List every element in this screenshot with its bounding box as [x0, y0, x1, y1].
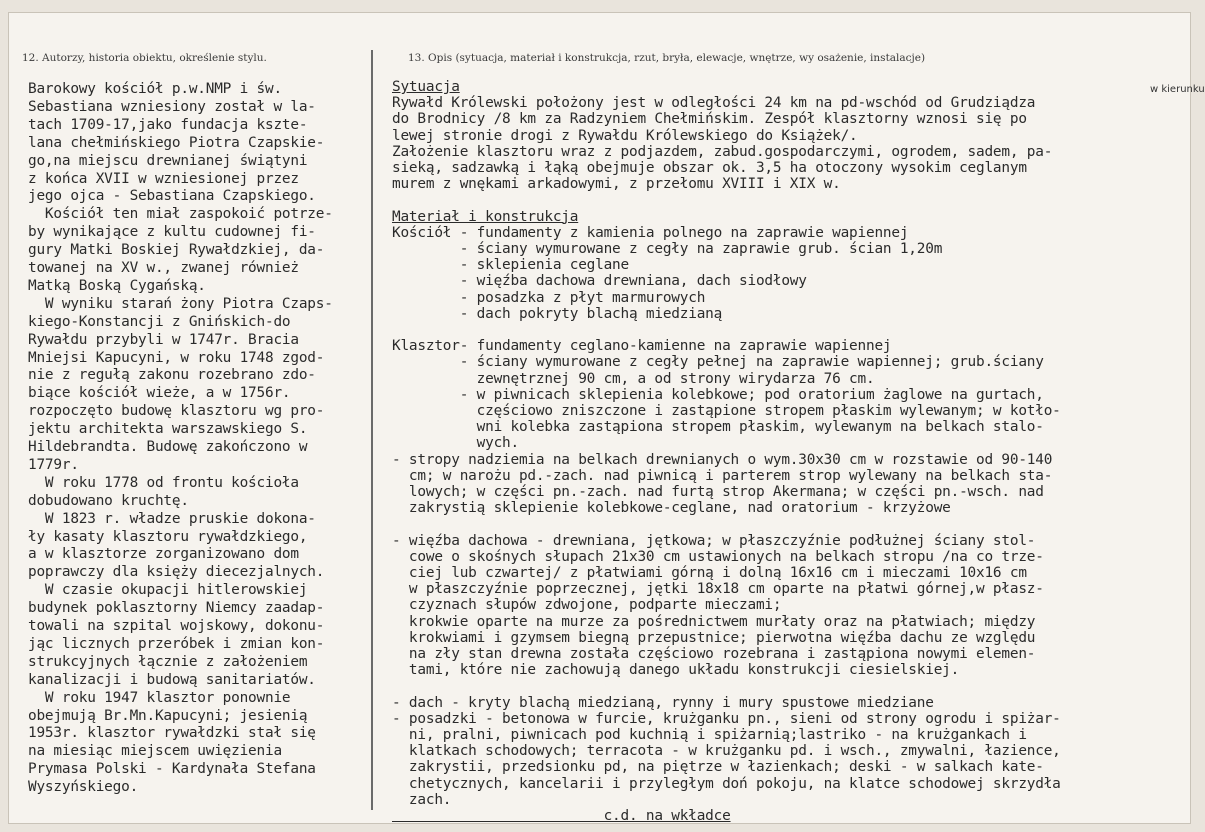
left-text-line: 1779r. [28, 456, 79, 473]
right-text-line: klatkach schodowych; terracota - w krużganku pd. i wsch., zmywalni, łazience, [392, 743, 1061, 760]
left-text-line: gury Matki Boskiej Rywałdzkiej, da- [28, 242, 325, 259]
left-text-line: Sebastiana wzniesiony został w la- [28, 98, 316, 115]
right-text-line: - stropy nadziemia na belkach drewnianych o wym.30x30 cm w rozstawie od 90-140 [392, 451, 1053, 468]
right-text-line: zach. [392, 791, 452, 808]
right-text-line: - w piwnicach sklepienia kolebkowe; pod oratorium żaglowe na gurtach, [392, 386, 1044, 403]
right-text-line: - posadzki - betonowa w furcie, krużganku pn., sieni od strony ogrodu i spiżar- [392, 710, 1061, 727]
right-text-line: zewnętrznej 90 cm, a od strony wirydarza 76 cm. [392, 370, 875, 387]
right-text-line: krokwiami i gzymsem biegną przepustnice; pierwotna więźba dachu ze względu [392, 629, 1036, 646]
right-text-line: Rywałd Królewski położony jest w odległości 24 km na pd-wschód od Grudziądza [392, 95, 1036, 112]
right-text-line: - posadzka z płyt marmurowych [392, 289, 706, 306]
left-text-line: Mniejsi Kapucyni, w roku 1748 zgod- [28, 349, 325, 366]
left-text-line: strukcyjnych łącznie z założeniem [28, 653, 308, 670]
right-text-line: zakrystią sklepienie kolebkowe-ceglane, nad oratorium - krzyżowe [392, 500, 951, 517]
right-text-line: wych. [392, 435, 519, 452]
right-text-line: Założenie klasztoru wraz z podjazdem, zabud.gospodarczymi, ogrodem, sadem, pa- [392, 143, 1053, 160]
right-text-line: - więźba dachowa drewniana, dach siodłowy [392, 273, 807, 290]
right-text-line: - ściany wymurowane z cegły na zaprawie grub. ścian 1,20m [392, 241, 943, 257]
left-text-line: lana chełmińskiego Piotra Czapskie- [28, 134, 325, 151]
left-text-line: W wyniku starań żony Piotra Czaps- [28, 295, 333, 312]
left-text-line: Rywałdu przybyli w 1747r. Bracia [28, 331, 299, 348]
left-text-line: poprawczy dla księży diecezjalnych. [28, 564, 325, 581]
right-text-line: lowych; w części pn.-zach. nad furtą strop Akermana; w części pn.-wsch. nad [392, 484, 1044, 500]
right-text-line: sieką, sadzawką i łąką obejmuje obszar ok. 3,5 ha otoczony wysokim ceglanym [392, 160, 1027, 176]
right-text-line: - dach pokryty blachą miedzianą [392, 305, 723, 322]
left-text-line: jąc licznych przeróbek i zmian kon- [28, 635, 325, 652]
left-text-line: z końca XVII w wzniesionej przez [28, 170, 299, 187]
left-text-line: tach 1709-17,jako fundacja kszte- [28, 116, 308, 133]
right-text-line: - ściany wymurowane z cegły pełnej na zaprawie wapiennej; grub.ściany [392, 354, 1044, 371]
left-text-line: kanalizacji i budową sanitariatów. [28, 671, 316, 688]
left-text-line: Hildebrandta. Budowę zakończono w [28, 439, 308, 455]
left-text-line: budynek poklasztorny Niemcy zaadap- [28, 600, 325, 617]
right-text-line: częściowo zniszczone i zastąpione stropem płaskim wylewanym; w kotło- [392, 403, 1061, 419]
left-text-line: W czasie okupacji hitlerowskiej [28, 582, 308, 599]
right-text-line: zakrystii, przedsionku pd, na piętrze w łazienkach; deski - w salkach kate- [392, 759, 1044, 776]
right-text-line: do Brodnicy /8 km za Radzyniem Chełmińskim. Zespół klasztorny wznosi się po [392, 111, 1027, 128]
left-text-line: Wyszyńskiego. [28, 779, 139, 796]
left-text-line: Prymasa Polski - Kardynała Stefana [28, 761, 316, 778]
right-text-line: krokwie oparte na murze za pośrednictwem murłaty oraz na płatwiach; między [392, 613, 1036, 630]
right-text-line: Klasztor- fundamenty ceglano-kamienne na zaprawie wapiennej [392, 338, 892, 355]
right-text-line: cowe o skośnych słupach 21x30 cm ustawionych na belkach stropu /na co trze- [392, 548, 1044, 565]
right-text-line: - więźba dachowa - drewniana, jętkowa; w płaszczyźnie podłużnej ściany stol- [392, 532, 1036, 549]
left-text-line: obejmują Br.Mn.Kapucyni; jesienią [28, 707, 308, 724]
right-column-header: 13. Opis (sytuacja, materiał i konstrukcja, rzut, bryła, elewacje, wnętrze, wy osażenie, instalacje) [408, 52, 926, 64]
section-heading: Sytuacja [392, 79, 460, 95]
left-text-line: by wynikające z kultu cudownej fi- [28, 224, 316, 241]
left-text-line: a w klasztorze zorganizowano dom [28, 546, 299, 563]
left-text-line: biące kościół wieże, a w 1756r. [28, 385, 291, 402]
left-text-line: nie z regułą zakonu rozebrano zdo- [28, 367, 316, 384]
left-text-line: jektu architekta warszawskiego S. [28, 421, 308, 438]
right-text-line: tami, które nie zachowują danego układu konstrukcji ciesielskiej. [392, 662, 960, 679]
right-text-line: murem z wnękami arkadowymi, z przełomu XVIII i XIX w. [392, 176, 841, 193]
left-text-line: jego ojca - Sebastiana Czapskiego. [28, 188, 316, 205]
left-text-line: ły kasaty klasztoru rywałdzkiego, [28, 528, 308, 545]
column-divider [371, 50, 373, 810]
right-text-line: chetycznych, kancelarii i przyległym doń pokoju, na klatce schodowej skrzydła [392, 775, 1061, 792]
right-text-line: Kościół - fundamenty z kamienia polnego na zaprawie wapiennej [392, 224, 909, 241]
left-text-line: W roku 1778 od frontu kościoła [28, 474, 299, 491]
left-text-line: Barokowy kościół p.w.NMP i św. [28, 81, 282, 97]
right-text-line: - dach - kryty blachą miedzianą, rynny i mury spustowe miedziane [392, 694, 934, 711]
left-text-line: Kościół ten miał zaspokoić potrze- [28, 206, 333, 223]
left-text-line: Matką Boską Cygańską. [28, 277, 206, 294]
left-text-line: towali na szpital wojskowy, dokonu- [28, 618, 325, 634]
right-text-line: - sklepienia ceglane [392, 257, 629, 274]
right-text-line: wni kolebka zastąpiona stropem płaskim, wylewanym na belkach stalo- [392, 419, 1044, 436]
right-text-line: ciej lub czwartej/ z płatwiami górną i dolną 16x16 cm i mieczami 10x16 cm [392, 565, 1027, 581]
left-text-line: towanej na XV w., zwanej również [28, 260, 299, 276]
left-text-line: 1953r. klasztor rywałdzki stał się [28, 725, 316, 742]
left-text-line: W 1823 r. władze pruskie dokona- [28, 510, 316, 527]
right-text-line: czyznach słupów zdwojone, podparte mieczami; [392, 597, 782, 614]
left-text-line: dobudowano kruchtę. [28, 492, 189, 509]
right-text-line: na zły stan drewna została częściowo rozebrana i zastąpiona nowymi elemen- [392, 646, 1036, 662]
left-column-header: 12. Autorzy, historia obiektu, określenie stylu. [22, 52, 267, 64]
right-text-line: cm; w narożu pd.-zach. nad piwnicą i parterem strop wylewany na belkach sta- [392, 467, 1053, 484]
left-text-line: rozpoczęto budowę klasztoru wg pro- [28, 403, 325, 420]
right-text-line: w płaszczyźnie poprzecznej, jętki 18x18 cm oparte na płatwi górnej,w płasz- [392, 581, 1044, 598]
right-text-line: ni, pralni, piwnicach pod kuchnią i spiżarnią;lastriko - na krużgankach i [392, 727, 1027, 743]
left-text-line: W roku 1947 klasztor ponownie [28, 689, 291, 706]
left-text-line: go,na miejscu drewnianej świątyni [28, 152, 308, 169]
section-heading: Materiał i konstrukcja [392, 208, 579, 225]
margin-note: w kierunku [1150, 84, 1205, 95]
left-text-line: na miesiąc miejscem uwięzienia [28, 743, 282, 760]
left-text-line: kiego-Konstancji z Gnińskich-do [28, 313, 291, 330]
right-text-line: lewej stronie drogi z Rywałdu Królewskiego do Książek/. [392, 127, 858, 144]
section-heading: c.d. na wkładce [392, 808, 731, 824]
